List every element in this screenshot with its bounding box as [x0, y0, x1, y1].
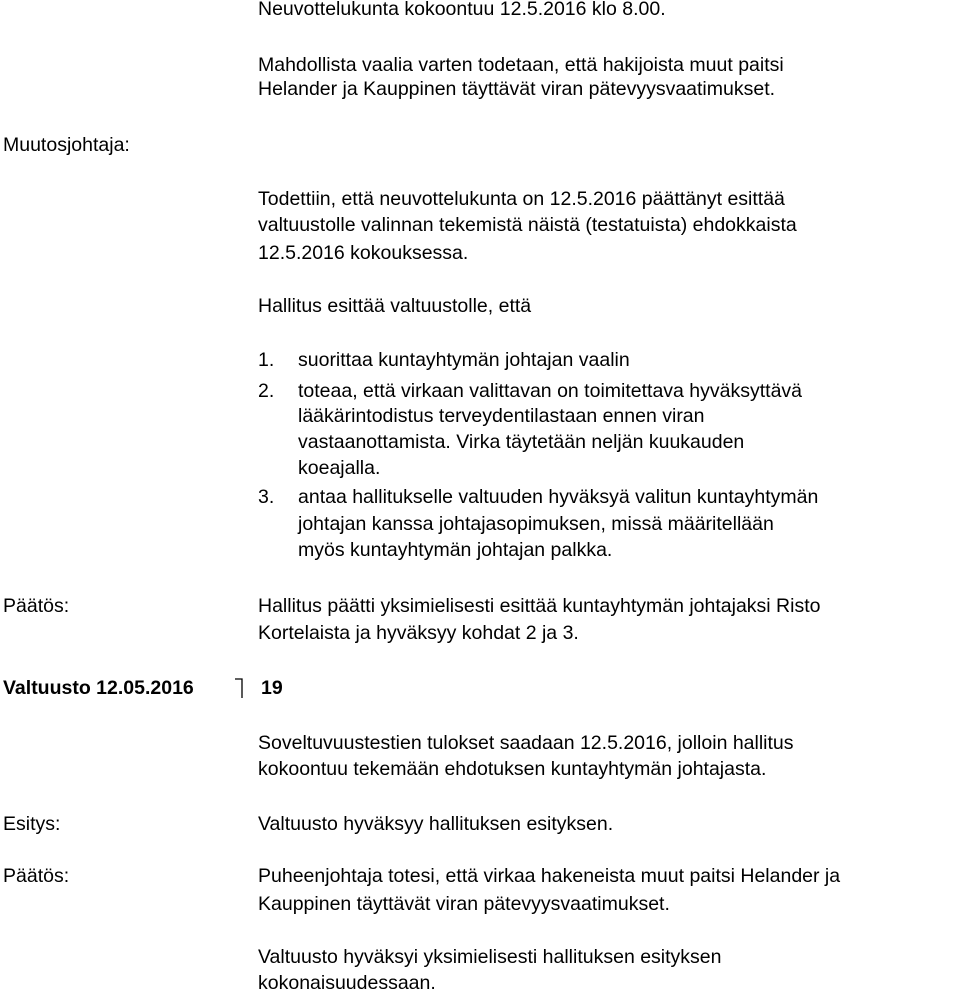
list-item-text: koeajalla. — [298, 457, 381, 479]
finding-text-line-2: valtuustolle valinnan tekemistä näistä (testatuista) ehdokkaista — [258, 214, 797, 236]
list-item-text: suorittaa kuntayhtymän johtajan vaalin — [298, 349, 630, 371]
decision-text-line-2: Kortelaista ja hyväksyy kohdat 2 ja 3. — [258, 622, 579, 644]
section-number: 19 — [261, 677, 283, 699]
list-item-text: antaa hallitukselle valtuuden hyväksyä valitun kuntayhtymän — [298, 486, 819, 508]
decision-text-line-1: Hallitus päätti yksimielisesti esittää kuntayhtymän johtajaksi Risto — [258, 595, 821, 617]
test-results-line-2: kokoontuu tekemään ehdotuksen kuntayhtymän johtajasta. — [258, 758, 767, 780]
section-marker-icon — [233, 673, 249, 699]
paatos-label-2: Päätös: — [3, 865, 70, 887]
final-decision-line-2: kokonaisuudessaan. — [258, 972, 436, 994]
list-item-text: lääkärintodistus terveydentilastaan ennen viran — [298, 405, 705, 427]
muutosjohtaja-label: Muutosjohtaja: — [3, 134, 130, 156]
list-item-text: toteaa, että virkaan valittavan on toimitettava hyväksyttävä — [298, 380, 803, 402]
list-item-number: 3. — [258, 486, 275, 508]
list-item-text: vastaanottamista. Virka täytetään neljän kuukauden — [298, 431, 745, 453]
finding-text-line-3: 12.5.2016 kokouksessa. — [258, 242, 469, 264]
list-item-number: 2. — [258, 380, 275, 402]
final-decision-line-1: Valtuusto hyväksyi yksimielisesti hallituksen esityksen — [258, 946, 722, 968]
eligibility-text-line-2: Helander ja Kauppinen täyttävät viran pätevyysvaatimukset. — [258, 78, 776, 100]
paatos-label: Päätös: — [3, 595, 70, 617]
proposal-intro: Hallitus esittää valtuustolle, että — [258, 295, 532, 317]
list-item-text: myös kuntayhtymän johtajan palkka. — [298, 539, 613, 561]
eligibility-text-line-1: Mahdollista vaalia varten todetaan, että hakijoista muut paitsi — [258, 54, 784, 76]
section-heading: Valtuusto 12.05.2016 — [3, 677, 194, 699]
finding-text-line-1: Todettiin, että neuvottelukunta on 12.5.2016 päättänyt esittää — [258, 188, 785, 210]
test-results-line-1: Soveltuvuustestien tulokset saadaan 12.5.2016, jolloin hallitus — [258, 732, 794, 754]
chair-statement-line-1: Puheenjohtaja totesi, että virkaa hakeneista muut paitsi Helander ja — [258, 865, 841, 887]
chair-statement-line-2: Kauppinen täyttävät viran pätevyysvaatimukset. — [258, 893, 670, 915]
esitys-text: Valtuusto hyväksyy hallituksen esityksen. — [258, 813, 614, 835]
esitys-label: Esitys: — [3, 813, 61, 835]
list-item-number: 1. — [258, 349, 275, 371]
meeting-time-text: Neuvottelukunta kokoontuu 12.5.2016 klo 8.00. — [258, 0, 666, 20]
list-item-text: johtajan kanssa johtajasopimuksen, missä määritellään — [298, 513, 774, 535]
